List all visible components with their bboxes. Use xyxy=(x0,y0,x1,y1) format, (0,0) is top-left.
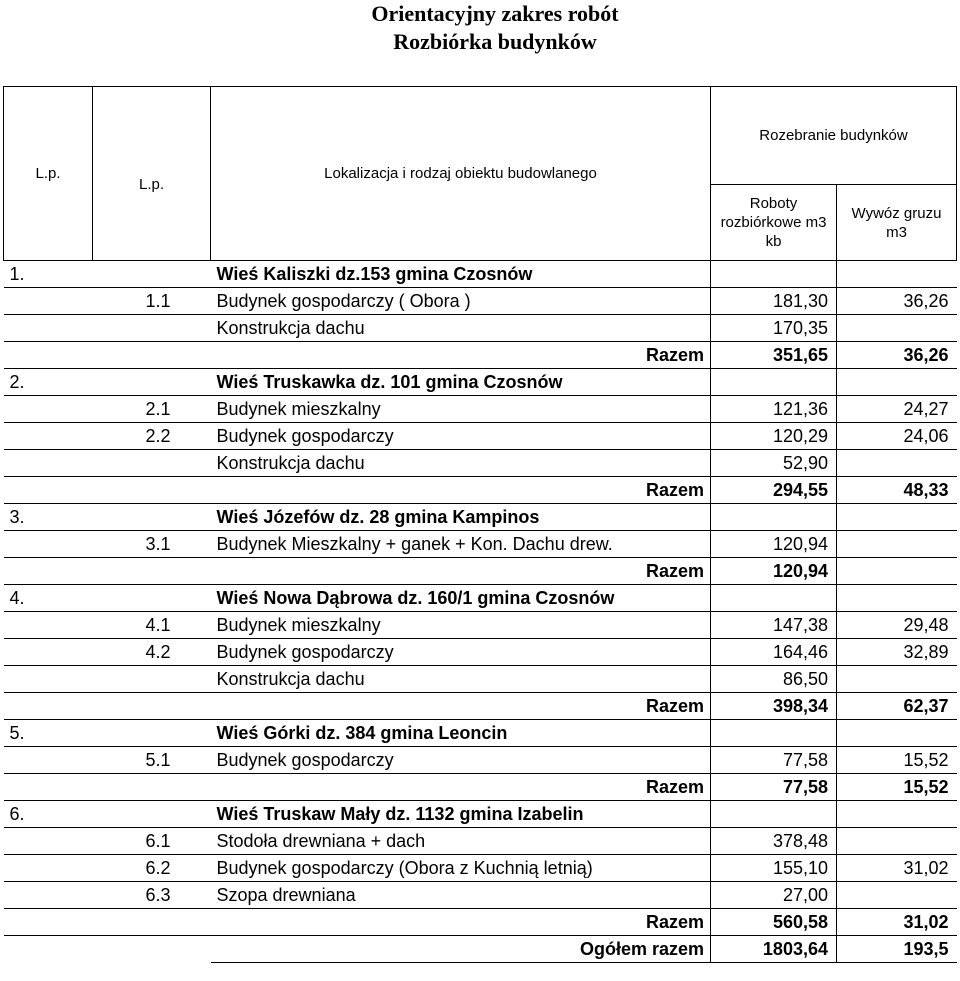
empty-cell xyxy=(837,720,957,747)
item-number: 1.1 xyxy=(93,288,211,315)
header-lp-sub: L.p. xyxy=(93,87,211,261)
item-row xyxy=(4,612,957,639)
item-row xyxy=(4,828,957,855)
removal-volume: 15,52 xyxy=(837,747,957,774)
demolition-table xyxy=(3,86,957,963)
empty-cell xyxy=(4,639,93,666)
document-title: Orientacyjny zakres robót xyxy=(371,1,619,26)
demolition-volume: 378,48 xyxy=(711,828,837,855)
section-total-label: Razem xyxy=(211,909,711,936)
item-description: Budynek gospodarczy (Obora z Kuchnią letnią) xyxy=(211,855,711,882)
removal-volume xyxy=(837,882,957,909)
section-total-label: Razem xyxy=(211,477,711,504)
demolition-volume: 147,38 xyxy=(711,612,837,639)
removal-volume xyxy=(837,666,957,693)
demolition-volume: 121,36 xyxy=(711,396,837,423)
empty-cell xyxy=(4,936,93,963)
item-description: Konstrukcja dachu xyxy=(211,666,711,693)
item-description: Konstrukcja dachu xyxy=(211,315,711,342)
grand-total-row xyxy=(4,936,957,963)
header-location: Lokalizacja i rodzaj obiektu budowlanego xyxy=(211,87,711,261)
empty-cell xyxy=(711,801,837,828)
demolition-volume: 155,10 xyxy=(711,855,837,882)
section-name: Wieś Józefów dz. 28 gmina Kampinos xyxy=(211,504,711,531)
removal-volume xyxy=(837,450,957,477)
empty-cell xyxy=(93,936,211,963)
item-description: Budynek gospodarczy xyxy=(211,747,711,774)
item-number: 6.1 xyxy=(93,828,211,855)
demolition-volume: 181,30 xyxy=(711,288,837,315)
grand-total-demolition: 1803,64 xyxy=(711,936,837,963)
item-row xyxy=(4,315,957,342)
removal-volume: 36,26 xyxy=(837,288,957,315)
section-name: Wieś Nowa Dąbrowa dz. 160/1 gmina Czosnów xyxy=(211,585,711,612)
section-number: 2. xyxy=(4,369,93,396)
empty-cell xyxy=(4,315,93,342)
item-row xyxy=(4,747,957,774)
demolition-volume: 77,58 xyxy=(711,747,837,774)
header-rubble-removal: Wywóz gruzu m3 xyxy=(837,185,957,261)
empty-cell xyxy=(4,882,93,909)
item-description: Szopa drewniana xyxy=(211,882,711,909)
empty-cell xyxy=(4,423,93,450)
empty-cell xyxy=(837,801,957,828)
removal-volume: 24,27 xyxy=(837,396,957,423)
empty-cell xyxy=(93,720,211,747)
item-row xyxy=(4,882,957,909)
demolition-volume: 120,94 xyxy=(711,531,837,558)
section-number: 6. xyxy=(4,801,93,828)
item-number: 5.1 xyxy=(93,747,211,774)
empty-cell xyxy=(93,801,211,828)
removal-volume: 32,89 xyxy=(837,639,957,666)
section-total-row xyxy=(4,909,957,936)
section-total-removal: 62,37 xyxy=(837,693,957,720)
empty-cell xyxy=(4,396,93,423)
empty-cell xyxy=(4,450,93,477)
empty-cell xyxy=(4,477,93,504)
item-number: 4.2 xyxy=(93,639,211,666)
empty-cell xyxy=(711,261,837,288)
section-header-row xyxy=(4,720,957,747)
empty-cell xyxy=(837,585,957,612)
section-total-removal: 15,52 xyxy=(837,774,957,801)
empty-cell xyxy=(4,909,93,936)
removal-volume xyxy=(837,315,957,342)
section-total-row xyxy=(4,342,957,369)
item-number xyxy=(93,666,211,693)
removal-volume: 31,02 xyxy=(837,855,957,882)
empty-cell xyxy=(93,693,211,720)
section-number: 4. xyxy=(4,585,93,612)
removal-volume: 29,48 xyxy=(837,612,957,639)
item-description: Budynek gospodarczy xyxy=(211,639,711,666)
section-total-label: Razem xyxy=(211,342,711,369)
section-number: 5. xyxy=(4,720,93,747)
section-total-demolition: 294,55 xyxy=(711,477,837,504)
empty-cell xyxy=(4,612,93,639)
section-total-row xyxy=(4,558,957,585)
item-row xyxy=(4,639,957,666)
section-number: 1. xyxy=(4,261,93,288)
section-total-removal: 48,33 xyxy=(837,477,957,504)
section-header-row xyxy=(4,261,957,288)
item-row xyxy=(4,666,957,693)
empty-cell xyxy=(93,342,211,369)
item-number: 2.2 xyxy=(93,423,211,450)
item-description: Budynek gospodarczy ( Obora ) xyxy=(211,288,711,315)
section-total-demolition: 77,58 xyxy=(711,774,837,801)
empty-cell xyxy=(4,774,93,801)
section-name: Wieś Górki dz. 384 gmina Leoncin xyxy=(211,720,711,747)
empty-cell xyxy=(93,774,211,801)
document-subtitle: Rozbiórka budynków xyxy=(393,29,597,54)
demolition-volume: 120,29 xyxy=(711,423,837,450)
empty-cell xyxy=(4,855,93,882)
demolition-volume: 164,46 xyxy=(711,639,837,666)
section-total-demolition: 560,58 xyxy=(711,909,837,936)
empty-cell xyxy=(4,531,93,558)
empty-cell xyxy=(711,504,837,531)
section-total-row xyxy=(4,693,957,720)
section-total-label: Razem xyxy=(211,774,711,801)
empty-cell xyxy=(837,504,957,531)
section-total-demolition: 120,94 xyxy=(711,558,837,585)
empty-cell xyxy=(4,288,93,315)
empty-cell xyxy=(93,558,211,585)
item-number xyxy=(93,315,211,342)
empty-cell xyxy=(4,828,93,855)
item-row xyxy=(4,450,957,477)
section-header-row xyxy=(4,585,957,612)
item-number: 3.1 xyxy=(93,531,211,558)
section-total-row xyxy=(4,477,957,504)
empty-cell xyxy=(711,369,837,396)
item-number: 2.1 xyxy=(93,396,211,423)
header-lp: L.p. xyxy=(4,87,93,261)
item-row xyxy=(4,396,957,423)
item-number: 6.2 xyxy=(93,855,211,882)
section-total-removal: 31,02 xyxy=(837,909,957,936)
section-total-demolition: 398,34 xyxy=(711,693,837,720)
section-name: Wieś Truskaw Mały dz. 1132 gmina Izabelin xyxy=(211,801,711,828)
grand-total-label: Ogółem razem xyxy=(211,936,711,963)
removal-volume xyxy=(837,531,957,558)
section-header-row xyxy=(4,504,957,531)
item-number xyxy=(93,450,211,477)
item-description: Budynek Mieszkalny + ganek + Kon. Dachu drew. xyxy=(211,531,711,558)
empty-cell xyxy=(93,369,211,396)
empty-cell xyxy=(93,585,211,612)
item-row xyxy=(4,855,957,882)
demolition-volume: 52,90 xyxy=(711,450,837,477)
demolition-volume: 27,00 xyxy=(711,882,837,909)
empty-cell xyxy=(711,720,837,747)
section-number: 3. xyxy=(4,504,93,531)
empty-cell xyxy=(4,693,93,720)
header-demolition-group: Rozebranie budynków xyxy=(711,87,957,185)
section-header-row xyxy=(4,369,957,396)
demolition-volume: 86,50 xyxy=(711,666,837,693)
item-description: Budynek gospodarczy xyxy=(211,423,711,450)
empty-cell xyxy=(837,261,957,288)
section-total-row xyxy=(4,774,957,801)
removal-volume xyxy=(837,828,957,855)
grand-total-removal: 193,5 xyxy=(837,936,957,963)
section-total-label: Razem xyxy=(211,558,711,585)
section-name: Wieś Kaliszki dz.153 gmina Czosnów xyxy=(211,261,711,288)
header-demolition-works: Roboty rozbiórkowe m3 kb xyxy=(711,185,837,261)
section-total-removal: 36,26 xyxy=(837,342,957,369)
empty-cell xyxy=(4,342,93,369)
empty-cell xyxy=(4,666,93,693)
section-name: Wieś Truskawka dz. 101 gmina Czosnów xyxy=(211,369,711,396)
empty-cell xyxy=(93,504,211,531)
empty-cell xyxy=(4,747,93,774)
section-total-removal xyxy=(837,558,957,585)
empty-cell xyxy=(93,909,211,936)
empty-cell xyxy=(837,369,957,396)
empty-cell xyxy=(93,261,211,288)
item-description: Konstrukcja dachu xyxy=(211,450,711,477)
item-number: 4.1 xyxy=(93,612,211,639)
demolition-volume: 170,35 xyxy=(711,315,837,342)
section-total-label: Razem xyxy=(211,693,711,720)
section-header-row xyxy=(4,801,957,828)
item-number: 6.3 xyxy=(93,882,211,909)
empty-cell xyxy=(711,585,837,612)
removal-volume: 24,06 xyxy=(837,423,957,450)
item-description: Stodoła drewniana + dach xyxy=(211,828,711,855)
item-row xyxy=(4,288,957,315)
item-row xyxy=(4,531,957,558)
empty-cell xyxy=(4,558,93,585)
item-description: Budynek mieszkalny xyxy=(211,612,711,639)
item-description: Budynek mieszkalny xyxy=(211,396,711,423)
empty-cell xyxy=(93,477,211,504)
item-row xyxy=(4,423,957,450)
section-total-demolition: 351,65 xyxy=(711,342,837,369)
table-body xyxy=(4,261,957,963)
